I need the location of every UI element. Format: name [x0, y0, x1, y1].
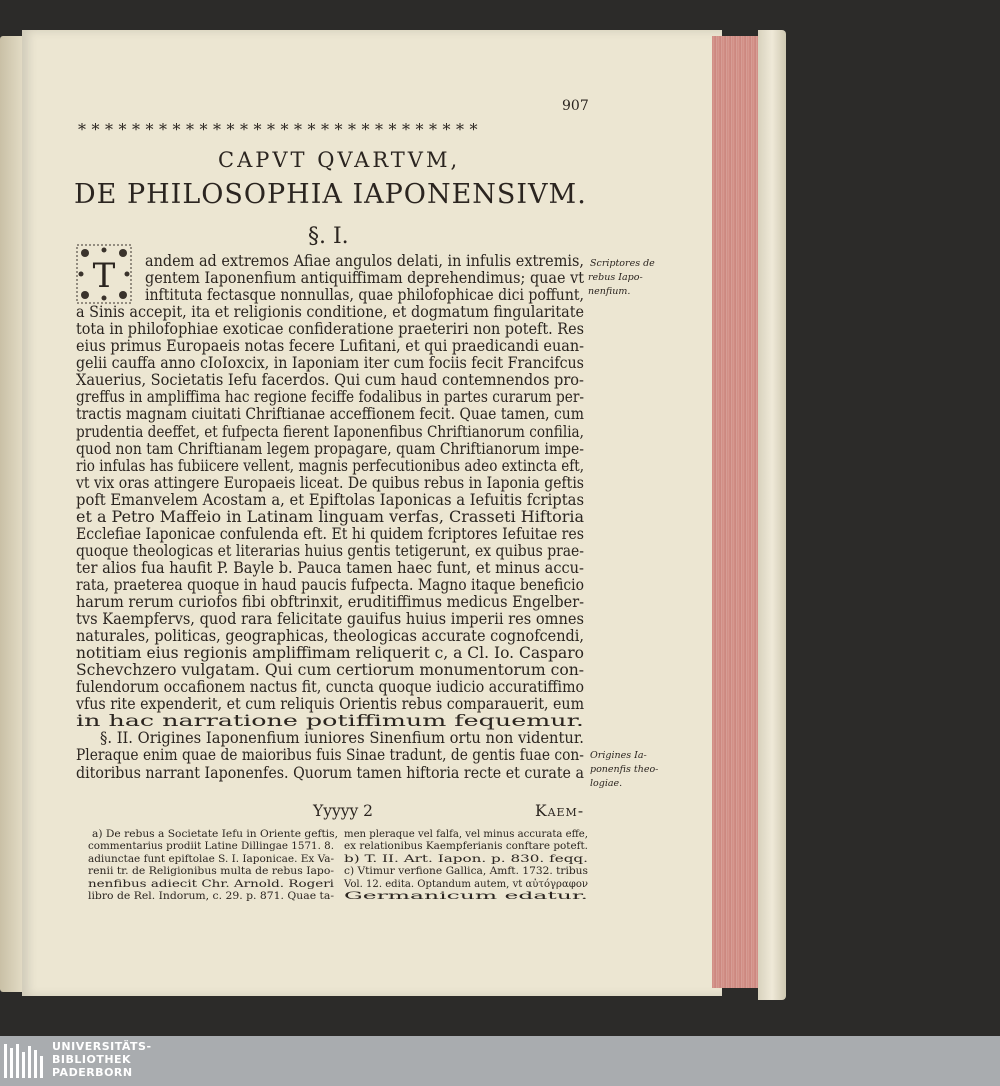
library-name-line3: PADERBORN: [52, 1066, 133, 1079]
marginal-note-line: Scriptores de: [590, 258, 655, 269]
marginal-note-line: Origines Ia-: [590, 750, 647, 761]
marginal-note-line: rebus Iapo-: [588, 272, 643, 283]
body-line: et a Petro Maffeio in Latinam linguam verfas, Crasseti Hiftoria: [76, 507, 585, 526]
book-cover-board: [758, 30, 786, 1000]
footnote-line: nenfibus adiecit Chr. Arnold. Rogeri: [88, 877, 335, 890]
footnote-line: men pleraque vel falfa, vel minus accurata effe,: [344, 828, 588, 840]
footnote-line: ex relationibus Kaempferianis conftare poteft.: [344, 840, 588, 853]
body-line: rio infulas has fubiicere vellent, magnis perfecutionibus adeo extincta eft,: [76, 456, 584, 475]
body-line: harum rerum curiofos fibi obftrinxit, eruditiffimus medicus Engelber-: [76, 593, 585, 611]
body-line: naturales, politicas, geographicas, theologicas accurate cognofcendi,: [76, 627, 584, 646]
footnote-line: libro de Rel. Indorum, c. 29. p. 871. Quae ta-: [88, 890, 335, 902]
body-line: vt vix oras attingere Europaeis liceat. De quibus rebus in Iaponia geftis: [76, 473, 585, 492]
body-line: tota in philofophiae exoticae confideratione praeteriri non poteft. Res: [76, 320, 584, 339]
library-name-line2: BIBLIOTHEK: [52, 1053, 132, 1066]
marginal-note-line: nenfium.: [588, 286, 631, 297]
dropcap-letter: T: [92, 256, 116, 296]
signature-mark: Yyyyy 2: [313, 802, 374, 820]
body-line: andem ad extremos Afiae angulos delati, in infulis extremis,: [145, 252, 585, 270]
body-line: Ecclefiae Iaponicae confulenda eft. Et hi quidem fcriptores Iefuitae res: [76, 524, 584, 543]
body-line: ter alios fua haufit P. Bayle b. Pauca tamen haec funt, et minus accu-: [76, 558, 584, 577]
body-line: vfus rite expenderit, et cum reliquis Orientis rebus comparauerit, eum: [76, 695, 585, 714]
body-line: quoque theologicas et literarias huius gentis tetigerunt, ex quibus prae-: [76, 541, 584, 560]
body-line: ditoribus narrant Iaponenfes. Quorum tamen hiftoria recte et curate a: [76, 763, 584, 782]
body-line: §. II. Origines Iaponenfium iuniores Sinenfium ortu non videntur.: [100, 729, 584, 748]
body-line: Schevchzero vulgatam. Qui cum certiorum monumentorum con-: [76, 661, 585, 680]
body-line: rata, praeterea quoque in haud paucis fufpecta. Magno itaque beneficio: [76, 575, 585, 594]
footnote-line: commentarius prodiit Latine Dillingae 1571. 8.: [88, 840, 334, 853]
body-line: tractis magnam ciuitati Chriftianae acceffionem fecit. Quae tamen, cum: [76, 405, 585, 424]
page-number: 907: [562, 98, 589, 114]
body-line: prudentia deeffet, et fufpecta fierent Iaponenfibus Chriftianorum confilia,: [76, 422, 584, 441]
footnote-line: Vol. 12. edita. Optandum autem, vt αὐτόγραφον: [344, 877, 589, 890]
body-line: eius primus Europaeis notas fecere Lufitani, et qui praedicandi euan-: [76, 337, 585, 356]
footnote-line: a) De rebus a Societate Iefu in Oriente geftis,: [92, 828, 338, 840]
section-mark: §. I.: [308, 224, 349, 249]
footnote-line: Germanicum edatur.: [344, 890, 588, 902]
ornament-row: ******************************: [78, 120, 483, 139]
footnote-line: b) T. II. Art. Iapon. p. 830. feqq.: [344, 852, 588, 865]
footnote-line: renii tr. de Religionibus multa de rebus Iapo-: [88, 865, 334, 878]
chapter-heading: DE PHILOSOPHIA IAPONENSIVM.: [74, 179, 587, 210]
chapter-label: CAPVT QVARTVM,: [218, 148, 461, 172]
decorated-initial: [76, 244, 132, 304]
body-line: greffus in ampliffima hac regione feciffe fodalibus in partes curarum per-: [76, 388, 584, 407]
body-line: Xauerius, Societatis Iefu facerdos. Qui cum haud contemnendos pro-: [76, 371, 584, 390]
red-fore-edge: [712, 36, 760, 988]
body-line: a Sinis accepit, ita et religionis conditione, et dogmatum fingularitate: [76, 303, 584, 322]
body-line: fulendorum occafionem nactus fit, cuncta quoque iudicio accuratiffimo: [76, 678, 584, 697]
marginal-note-line: ponenfis theo-: [590, 764, 659, 775]
footnote-line: adiunctae funt epiftolae S. I. Iaponicae. Ex Va-: [88, 852, 335, 865]
catchword: Kaem-: [535, 802, 585, 820]
footnote-line: c) Vtimur verfione Gallica, Amft. 1732. tribus: [344, 865, 588, 878]
body-line: quod non tam Chriftianam legem propagare, quam Chriftianorum impe-: [76, 439, 584, 458]
body-line: notitiam eius regionis ampliffimam reliquerit c, a Cl. Io. Casparo: [76, 644, 584, 663]
body-line: inftituta fectasque nonnullas, quae philofophicae dici poffunt,: [145, 286, 584, 305]
body-line: gelii cauffa anno cIoIoxcix, in Iaponiam iter cum fociis fecit Francifcus: [76, 354, 584, 373]
body-line: tvs Kaempfervs, quod rara felicitate gauifus huius imperii res omnes: [76, 610, 585, 629]
library-name-line1: UNIVERSITÄTS-: [52, 1040, 152, 1053]
body-line: gentem Iaponenfium antiquiffimam deprehendimus; quae vt: [145, 269, 584, 288]
body-line: in hac narratione potiffimum fequemur.: [76, 712, 585, 731]
marginal-note-line: logiae.: [590, 778, 623, 789]
body-line: Pleraque enim quae de maioribus fuis Sinae tradunt, de gentis fuae con-: [76, 746, 584, 765]
body-line: poft Emanvelem Acostam a, et Epiftolas Iaponicas a Iefuitis fcriptas: [76, 490, 585, 509]
library-logo-icon: [2, 1038, 46, 1084]
